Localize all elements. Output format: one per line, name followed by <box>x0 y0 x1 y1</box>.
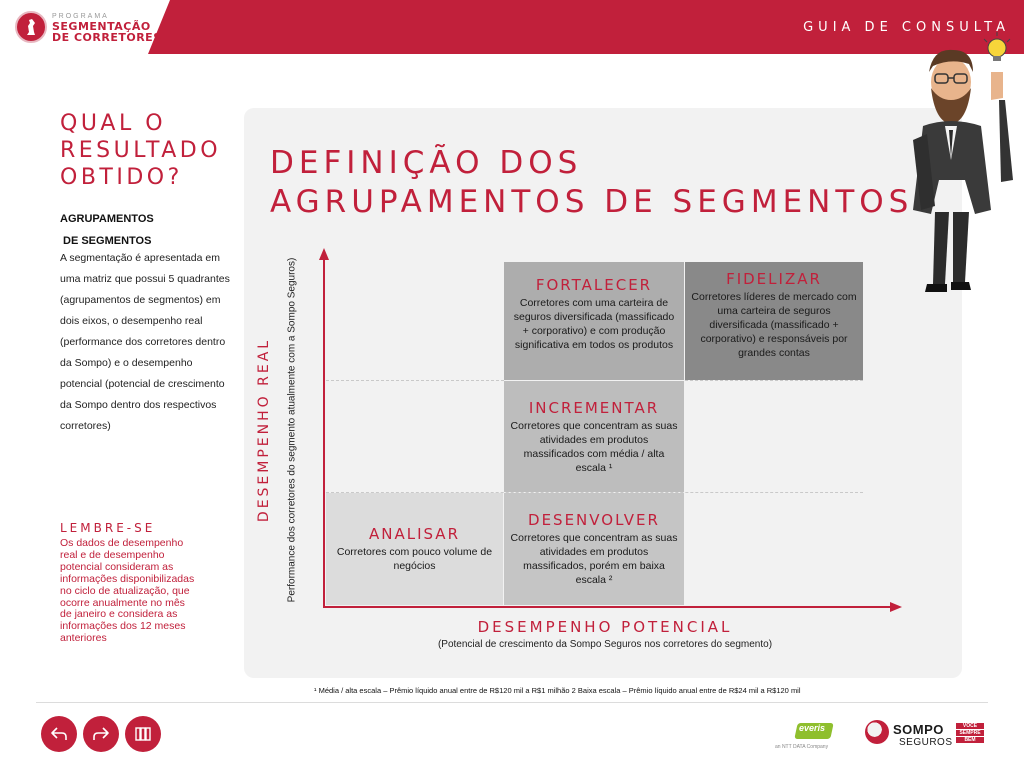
everis-logo-sub: an NTT DATA Company <box>775 744 829 750</box>
quadrant-desenvolver-title: DESENVOLVER <box>528 511 660 529</box>
program-name-line2: DE CORRETORES <box>52 31 162 44</box>
remember-text: Os dados de desempenho real e de desempenho potencial consideram as informações disponibilizadas no ciclo de atualização, que ocorre anualmente no mês de janeiro e considera as informações dos 12 meses anteriores <box>60 537 195 645</box>
program-label: PROGRAMA <box>52 13 109 20</box>
panel-title-line2: AGRUPAMENTOS DE SEGMENTOS <box>270 184 914 220</box>
grid-line-top-right <box>685 380 863 381</box>
y-axis-subtitle-text: Performance dos corretores do segmento atualmente com a Sompo Seguros) <box>286 257 298 603</box>
slogan-line1: VOCÊ <box>956 723 984 729</box>
description-text: A segmentação é apresentada em uma matriz que possui 5 quadrantes (agrupamentos de segmentos) em dois eixos, o desempenho real (performance dos corretores dentro da Sompo) e o desempenho potencial (potencial de crescimento da Sompo dentro dos respectivos corretores) <box>60 252 230 432</box>
books-icon <box>133 724 153 744</box>
forward-arrow-icon <box>91 724 111 744</box>
quadrant-fidelizar-title: FIDELIZAR <box>726 270 822 288</box>
quadrant-incrementar <box>504 381 684 492</box>
y-axis-title-text: DESEMPENHO REAL <box>256 337 272 523</box>
back-arrow-icon <box>49 724 69 744</box>
quadrant-fidelizar <box>685 262 863 380</box>
guide-title: GUIA DE CONSULTA <box>803 20 1010 35</box>
quadrant-incrementar-text: Corretores que concentram as suas atividades em produtos massificados com média / alta escala ¹ <box>510 420 678 474</box>
remember-title: LEMBRE-SE <box>60 521 156 535</box>
footnote: ¹ Média / alta escala – Prêmio líquido anual entre de R$120 mil a R$1 milhão 2 Baixa escala – Prêmio líquido anual entre de R$24 mil a R$120 mil <box>314 686 801 695</box>
quadrant-fortalecer-title: FORTALECER <box>535 276 653 294</box>
slogan-badge <box>956 723 984 744</box>
quadrant-analisar-title: ANALISAR <box>368 525 460 543</box>
forward-button[interactable] <box>83 716 119 752</box>
quadrant-analisar <box>326 493 503 605</box>
x-axis-title: DESEMPENHO POTENCIAL <box>477 618 733 636</box>
sompo-logo-sub: SEGUROS <box>899 737 953 748</box>
quadrant-incrementar-title: INCREMENTAR <box>528 399 660 417</box>
quadrant-analisar-text: Corretores com pouco volume de negócios <box>336 546 493 572</box>
sub-heading-line1: AGRUPAMENTOS <box>60 213 154 225</box>
grid-line-top <box>326 380 504 381</box>
slogan-line3: BEM <box>956 737 984 743</box>
program-name-line1: SEGMENTAÇÃO <box>52 20 151 33</box>
back-button[interactable] <box>41 716 77 752</box>
quadrant-desenvolver-text: Corretores que concentram as suas atividades em produtos massificados, porém em baixa escala ² <box>510 532 678 586</box>
sompo-logo-name: SOMPO <box>893 722 944 737</box>
quadrant-fidelizar-text: Corretores líderes de mercado com uma carteira de seguros diversificada (massificado + corporativo) e responsáveis por grandes contas <box>691 291 857 359</box>
panel-title-line1: DEFINIÇÃO DOS <box>270 145 583 181</box>
index-button[interactable] <box>125 716 161 752</box>
footer-divider <box>36 702 988 703</box>
section-title: QUAL O RESULTADO OBTIDO? <box>60 111 222 190</box>
quadrant-fortalecer-text: Corretores com uma carteira de seguros diversificada (massificado + corporativo) e com produção significativa em todos os produtos <box>513 297 675 351</box>
sompo-logo-icon <box>865 720 889 744</box>
everis-logo-text: everis <box>799 723 826 733</box>
x-axis-subtitle: (Potencial de crescimento da Sompo Seguros nos corretores do segmento) <box>437 639 773 650</box>
sub-heading-line2: DE SEGMENTOS <box>63 235 152 247</box>
quadrant-fortalecer <box>504 262 684 380</box>
quadrant-desenvolver <box>504 493 684 605</box>
slogan-line2: SEMPRE <box>956 730 984 736</box>
